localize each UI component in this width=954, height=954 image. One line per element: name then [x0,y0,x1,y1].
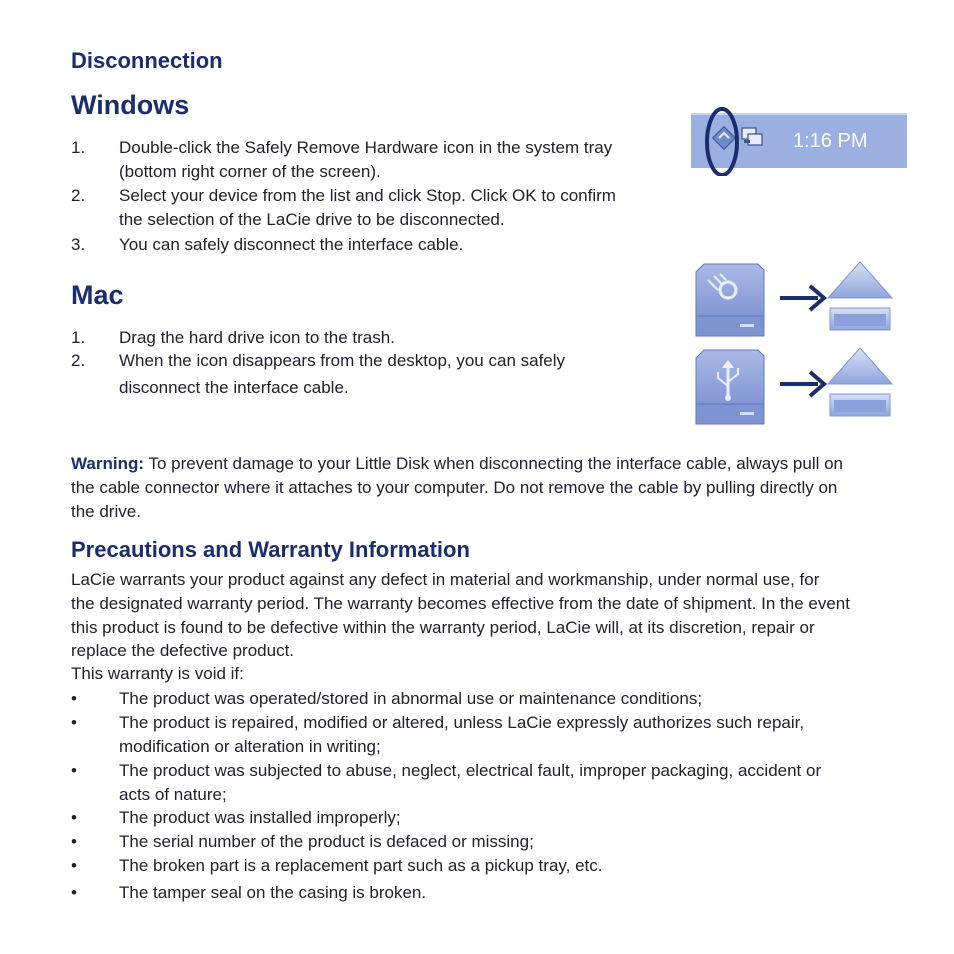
bullet-marker: • [71,761,77,780]
windows-heading: Windows [71,90,190,120]
eject-icon [828,262,892,330]
warning-text: To prevent damage to your Little Disk when disconnecting the interface cable, always pull on [144,454,844,473]
bullet-marker: • [71,856,77,875]
warning-paragraph [71,452,911,524]
tray-clock: 1:16 PM [793,130,868,152]
warning-label: Warning: [71,454,145,473]
precautions-intro [71,568,911,686]
step-number: 2. [71,186,86,205]
precautions-heading: Precautions and Warranty Information [71,537,470,562]
firewire-drive-icon [696,264,764,336]
bullet-text: The broken part is a replacement part such as a pickup tray, etc. [119,856,603,875]
step-text: When the icon disappears from the desktop, you can safely [119,351,566,370]
bullet-text: The tamper seal on the casing is broken. [119,883,427,902]
bullet-text: The serial number of the product is defaced or missing; [119,832,534,851]
bullet-marker: • [71,832,77,851]
bullet-text: The product is repaired, modified or altered, unless LaCie expressly authorizes such repair, [119,713,805,732]
mac-eject-illustration [692,258,898,428]
warning-line [71,452,911,476]
bullet-text: The product was subjected to abuse, neglect, electrical fault, improper packaging, accident or [119,761,822,780]
section-label: Disconnection [71,48,223,73]
step-text: You can safely disconnect the interface cable. [119,235,464,254]
eject-icon [828,348,892,416]
bullet-marker: • [71,713,77,732]
system-tray-screenshot [688,104,910,176]
bullet-marker: • [71,883,77,902]
step-text: Double-click the Safely Remove Hardware icon in the system tray [119,138,613,157]
step-number: 1. [71,328,86,347]
mac-heading: Mac [71,280,124,310]
step-number: 2. [71,351,86,370]
step-number: 1. [71,138,86,157]
step-text: the selection of the LaCie drive to be disconnected. [119,210,505,229]
bullet-text: modification or alteration in writing; [119,737,381,756]
bullet-marker: • [71,689,77,708]
arrow-right-icon [780,286,824,310]
bullet-text: The product was installed improperly; [119,808,401,827]
step-text: Select your device from the list and click Stop. Click OK to confirm [119,186,616,205]
step-text: (bottom right corner of the screen). [119,162,381,181]
intro-line: This warranty is void if: [71,664,244,683]
warning-line: the drive. [71,502,141,521]
intro-line: the designated warranty period. The warranty becomes effective from the date of shipment. In the event [71,594,850,613]
bullet-marker: • [71,808,77,827]
step-text: disconnect the interface cable. [119,378,349,397]
intro-line: replace the defective product. [71,641,295,660]
step-text: Drag the hard drive icon to the trash. [119,328,395,347]
intro-line: this product is found to be defective within the warranty period, LaCie will, at its discretion, repair or [71,618,815,637]
step-number: 3. [71,235,86,254]
intro-line: LaCie warrants your product against any defect in material and workmanship, under normal use, for [71,570,820,589]
bullet-text: The product was operated/stored in abnormal use or maintenance conditions; [119,689,703,708]
arrow-right-icon [780,372,824,396]
usb-drive-icon [696,350,764,424]
warning-line: the cable connector where it attaches to your computer. Do not remove the cable by pulling directly on [71,478,838,497]
bullet-text: acts of nature; [119,785,227,804]
